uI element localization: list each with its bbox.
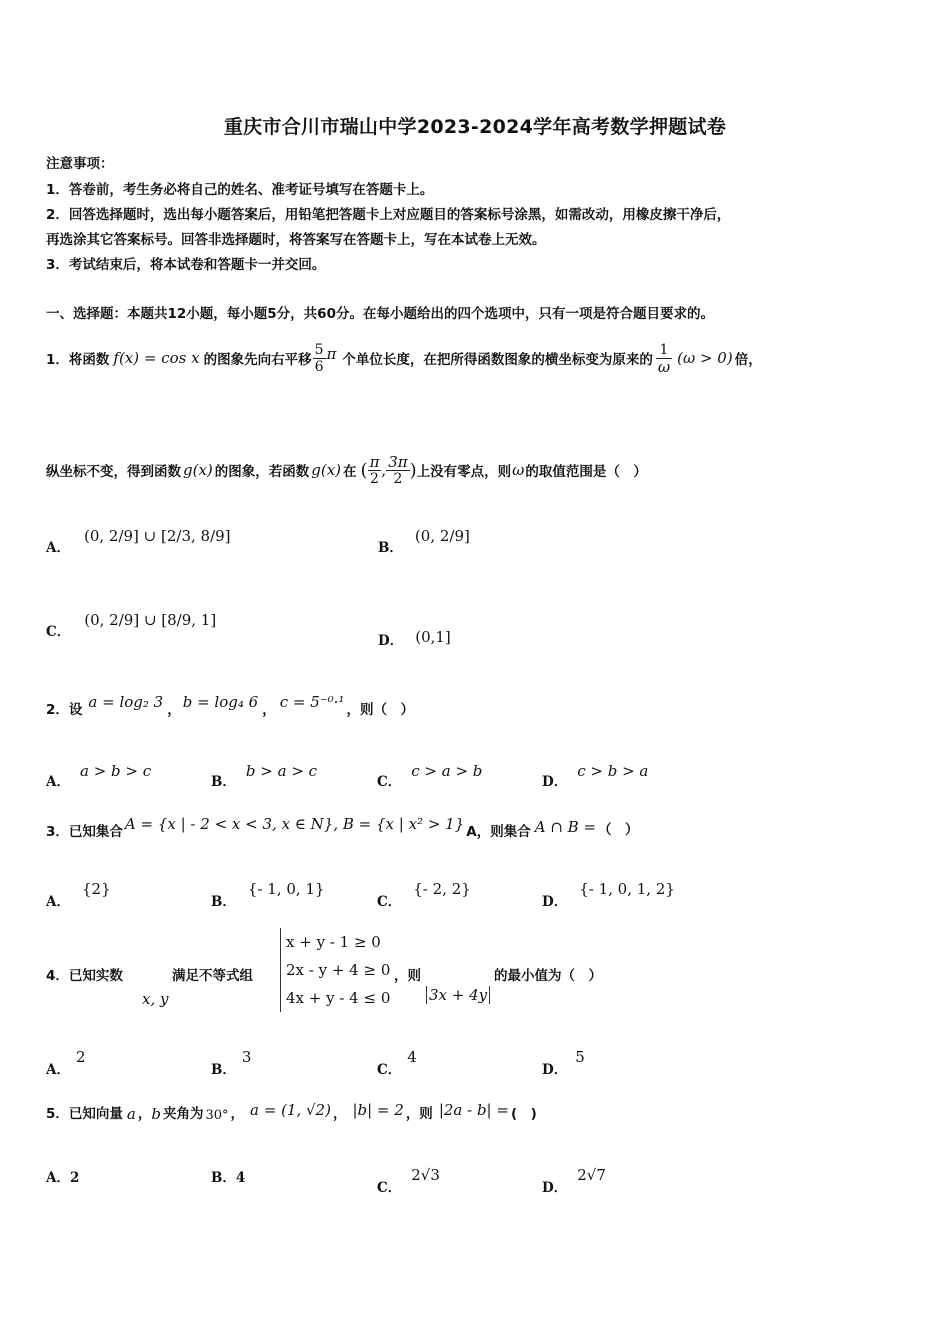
q4-text-3: 的最小值为（ ）	[494, 968, 602, 984]
q3-option-a[interactable]	[46, 868, 111, 910]
section-heading: 一、选择题：本题共12小题，每小题5分，共60分。在每小题给出的四个选项中，只有一项是符合题目要求的。	[46, 306, 714, 322]
q1-option-b-label: B．	[378, 540, 403, 556]
q4-option-d-value: 5	[575, 1048, 585, 1066]
q5-sep-3: ，	[332, 1106, 347, 1122]
q1-text-1: 的图象先向右平移	[203, 352, 312, 368]
q1-shift-num: 5	[314, 341, 324, 358]
q1-omega-condition: (ω > 0)	[677, 349, 733, 367]
q1-option-d-label: D．	[378, 633, 404, 649]
q1-line2-text-b: 的图象，若函数	[214, 464, 310, 480]
q1-scale-fraction	[656, 342, 672, 375]
q2-tail: ，则（ ）	[346, 702, 414, 718]
q4-option-a-value: 2	[75, 1048, 86, 1066]
q5-tail: ( )	[510, 1106, 537, 1122]
q2-option-a-label: A．	[46, 774, 70, 790]
question-3	[46, 806, 639, 842]
exam-title: 重庆市合川市瑞山中学2023-2024学年高考数学押题试卷	[223, 116, 727, 138]
q5-option-c-value: 2√3	[411, 1166, 440, 1184]
q5-vector-a: a	[126, 1105, 136, 1123]
question-1-line-2: 纵坐标不变，得到函数 g(x) 的图象，若函数 g(x) 在 ( $\frac{\pi}{2}$ , $\frac{3\pi}{2}$ ) 上没有零点，则 ω 的取值范围是（ ）	[46, 452, 647, 487]
q2-a-definition: a = log₂ 3	[88, 693, 164, 711]
q1-interval-start	[368, 454, 382, 487]
q1-interval-start-den: 2	[370, 470, 379, 487]
q1-interval-end	[386, 454, 409, 487]
q5-option-b-label: B．	[211, 1170, 236, 1186]
q1-line2-text-a: 纵坐标不变，得到函数	[46, 464, 181, 480]
q3-option-b-label: B．	[211, 894, 236, 910]
q1-option-d[interactable]	[378, 617, 451, 661]
q3-option-d-value: {- 1, 0, 1, 2}	[579, 880, 675, 898]
q4-option-b-value: 3	[241, 1048, 252, 1066]
q2-option-c-value: c > a > b	[411, 762, 483, 780]
q4-variables: x, y	[142, 990, 169, 1008]
q1-interval-close: )	[409, 459, 417, 481]
q4-option-c-label: C．	[377, 1062, 402, 1078]
q2-option-b-value: b > a > c	[245, 762, 318, 780]
q3-sets: A = {x | - 2 < x < 3, x ∈ N}, B = {x | x² > 1}	[124, 815, 465, 833]
q4-option-c[interactable]	[377, 1036, 417, 1078]
question-5	[46, 1094, 537, 1130]
notice-item-2a: 2．回答选择题时，选出每小题答案后，用铅笔把答题卡上对应题目的答案标号涂黑，如需改动，用橡皮擦干净后，	[46, 207, 731, 223]
q5-a-value: a = (1, √2)	[250, 1101, 331, 1119]
q5-option-a-label: A．	[46, 1170, 70, 1186]
q2-option-c[interactable]	[377, 752, 482, 790]
q1-option-c[interactable]	[46, 608, 216, 652]
q3-tail-a: A，则集合	[466, 824, 531, 840]
q3-option-c-label: C．	[377, 894, 402, 910]
q1-option-a-label: A．	[46, 540, 70, 556]
q1-option-d-value: (0,1]	[415, 628, 451, 646]
q4-number: 4．已知实数	[46, 968, 123, 984]
q1-interval-end-den: 2	[393, 470, 403, 487]
q2-option-a[interactable]	[46, 752, 151, 790]
q5-option-d-label: D．	[542, 1180, 568, 1196]
q5-vector-b: b	[151, 1105, 161, 1123]
q3-option-c[interactable]	[377, 868, 471, 910]
q5-number: 5．已知向量	[46, 1106, 123, 1122]
q2-option-b[interactable]	[211, 752, 317, 790]
q1-option-c-label: C．	[46, 624, 71, 640]
q4-objective-expression: 3x + 4y	[426, 986, 490, 1004]
q1-shift-fraction	[313, 342, 326, 375]
q4-inequality-1: x + y - 1 ≥ 0	[286, 933, 381, 951]
q1-option-b[interactable]	[378, 524, 470, 568]
q4-inequality-system	[280, 928, 390, 1012]
q5-expression: |2a - b| =	[438, 1101, 509, 1119]
q4-option-b[interactable]	[211, 1036, 251, 1078]
q4-option-a[interactable]	[46, 1036, 86, 1078]
q1-option-a-value: (0, 2/9] ∪ [2/3, 8/9]	[83, 527, 231, 545]
q2-option-c-label: C．	[377, 774, 402, 790]
q5-angle: 30°	[205, 1107, 229, 1123]
q4-text-1: 满足不等式组	[172, 968, 253, 984]
q1-scale-num: 1	[656, 342, 672, 359]
q5-sep-1: ，	[137, 1106, 152, 1122]
q2-option-b-label: B．	[211, 774, 236, 790]
q1-interval-end-num: 3π	[388, 452, 408, 471]
q5-sep-2: ，	[230, 1106, 245, 1122]
q4-option-d[interactable]	[542, 1036, 585, 1078]
notice-item-1: 1．答卷前，考生务必将自己的姓名、准考证号填写在答题卡上。	[46, 182, 434, 198]
q5-text-2: ，则	[405, 1106, 433, 1122]
q1-line2-text-d: 上没有零点，则	[416, 464, 512, 480]
q2-option-d-label: D．	[542, 774, 568, 790]
q5-text-1: 夹角为	[162, 1106, 204, 1122]
q3-tail-b: （ ）	[598, 822, 639, 838]
q4-inequality-2: 2x - y + 4 ≥ 0	[286, 961, 391, 979]
q1-function-g-2: g(x)	[311, 461, 342, 479]
q5-option-b-value: 4	[235, 1170, 246, 1186]
q1-pi: π	[326, 345, 337, 363]
q1-interval-start-num: π	[369, 452, 380, 471]
q3-option-c-value: {- 2, 2}	[413, 880, 471, 898]
q4-option-d-label: D．	[542, 1062, 568, 1078]
q1-function-g: g(x)	[183, 461, 213, 479]
question-2: 2．设 a = log₂ 3 ， b = log₄ 6 ， c = 5⁻⁰·¹ ，则（ ）	[46, 693, 414, 718]
q5-option-c-label: C．	[377, 1180, 402, 1196]
q2-option-d-value: c > b > a	[577, 762, 649, 780]
q3-option-a-label: A．	[46, 894, 70, 910]
q1-omega: ω	[512, 461, 525, 479]
q3-option-d[interactable]	[542, 868, 675, 910]
q5-b-norm: |b| = 2	[352, 1101, 404, 1119]
q5-option-b[interactable]	[211, 1166, 245, 1186]
notice-item-3: 3．考试结束后，将本试卷和答题卡一并交回。	[46, 257, 326, 273]
q2-c-definition: c = 5⁻⁰·¹	[279, 693, 345, 711]
q1-shift-den: 6	[314, 358, 324, 375]
q1-option-c-value: (0, 2/9] ∪ [8/9, 1]	[84, 611, 217, 629]
notice-heading: 注意事项：	[46, 156, 114, 172]
q1-number: 1．将函数	[46, 352, 110, 368]
q3-option-a-value: {2}	[81, 880, 111, 898]
q3-option-b[interactable]	[211, 868, 325, 910]
q1-function-f: f(x) = cos x	[113, 349, 200, 367]
q2-b-definition: b = log₄ 6	[182, 693, 259, 711]
q3-expression: A ∩ B =	[534, 818, 597, 836]
q1-interval-open: (	[360, 459, 368, 481]
q1-line2-text-e: 的取值范围是（ ）	[525, 464, 647, 480]
q4-text-2: ，则	[394, 968, 421, 984]
q4-inequality-3: 4x + y - 4 ≤ 0	[286, 989, 391, 1007]
q1-option-b-value: (0, 2/9]	[414, 527, 470, 545]
q3-option-b-value: {- 1, 0, 1}	[247, 880, 325, 898]
q2-option-d[interactable]	[542, 752, 648, 790]
notice-item-2b: 再选涂其它答案标号。回答非选择题时，将答案写在答题卡上，写在本试卷上无效。	[46, 232, 546, 248]
q4-option-c-value: 4	[407, 1048, 417, 1066]
q5-option-d[interactable]	[542, 1154, 606, 1196]
q1-line2-text-c: 在	[343, 464, 357, 480]
q5-option-d-value: 2√7	[577, 1166, 606, 1184]
q5-option-c[interactable]	[377, 1154, 440, 1196]
question-1-line-1	[46, 332, 762, 384]
q5-option-a[interactable]	[46, 1166, 79, 1186]
q1-text-3: 倍，	[734, 352, 762, 368]
q1-text-2: 个单位长度，在把所得函数图象的横坐标变为原来的	[342, 352, 653, 368]
q3-option-d-label: D．	[542, 894, 568, 910]
q3-number: 3．已知集合	[46, 824, 123, 840]
q4-option-b-label: B．	[211, 1062, 236, 1078]
q2-number: 2．设	[46, 702, 83, 718]
q1-scale-den: ω	[657, 357, 671, 376]
q2-option-a-value: a > b > c	[79, 762, 152, 780]
q1-option-a[interactable]	[46, 524, 231, 568]
q5-option-a-value: 2	[69, 1170, 80, 1186]
q4-option-a-label: A．	[46, 1062, 70, 1078]
